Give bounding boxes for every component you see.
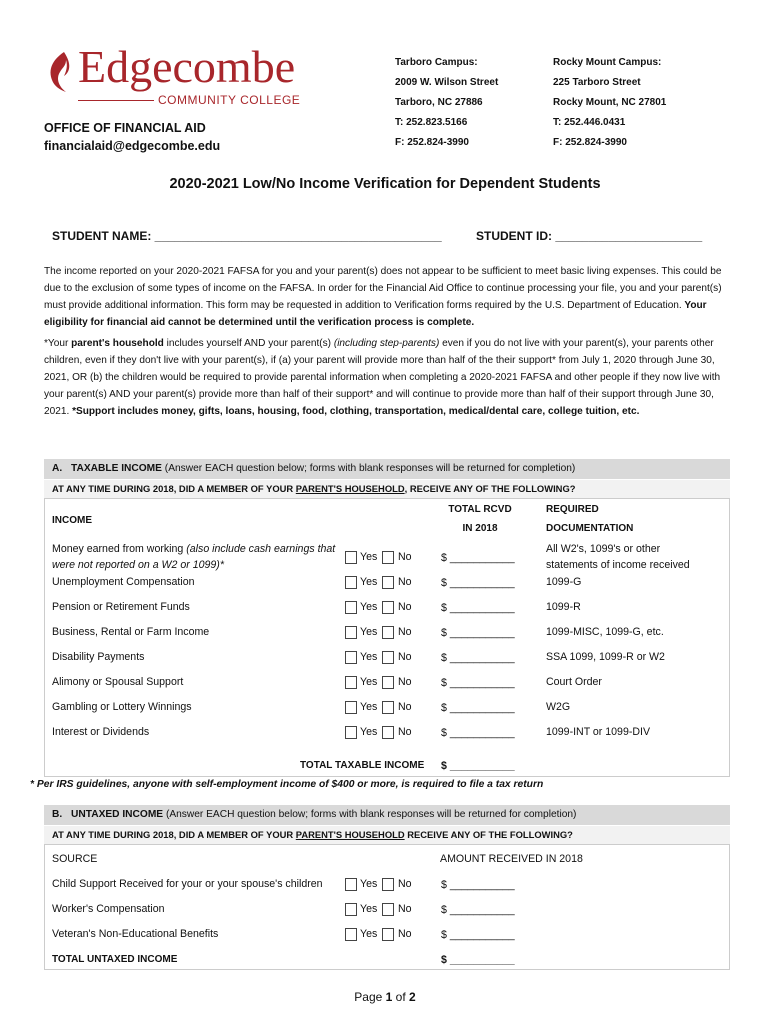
section-b-note: (Answer EACH question below; forms with blank responses will be returned for completion): [163, 809, 577, 820]
tarboro-fax: F: 252.824-3990: [395, 137, 469, 148]
no-checkbox[interactable]: [382, 878, 394, 891]
household-text-2: includes yourself AND your parent(s): [163, 338, 334, 349]
office-contact: [44, 119, 220, 155]
section-a-note: (Answer EACH question below; forms with blank responses will be returned for completion): [161, 463, 576, 474]
income-label: [52, 574, 342, 590]
income-label-note: (also include cash earnings that were not reported on a W2 or 1099)*: [52, 543, 336, 571]
income-label-text: Business, Rental or Farm Income: [52, 626, 210, 638]
no-label: No: [398, 651, 412, 663]
yes-label: Yes: [360, 701, 378, 713]
rocky-mount-campus: [553, 53, 666, 153]
student-id-field[interactable]: STUDENT ID: ______________________: [476, 229, 703, 243]
amount-field[interactable]: $ ___________: [441, 929, 515, 941]
household-step-parents: (including step-parents): [333, 338, 440, 349]
page-of: of: [392, 990, 410, 1004]
yes-checkbox[interactable]: [345, 651, 357, 664]
income-label-text: Money earned from working: [52, 543, 187, 555]
section-b-question-end: RECEIVE ANY OF THE FOLLOWING?: [404, 829, 573, 840]
rocky-street: 225 Tarboro Street: [553, 77, 641, 88]
page-total: 2: [409, 990, 416, 1004]
college-logo-flame-icon: [44, 50, 74, 94]
no-checkbox[interactable]: [382, 701, 394, 714]
yes-checkbox[interactable]: [345, 903, 357, 916]
yes-checkbox[interactable]: [345, 626, 357, 639]
household-text-1: *Your: [44, 338, 72, 349]
no-checkbox[interactable]: [382, 676, 394, 689]
required-documentation: 1099-G: [546, 576, 582, 588]
yes-checkbox[interactable]: [345, 726, 357, 739]
col-doc-header-1: REQUIRED: [546, 504, 599, 515]
page-footer: [0, 990, 770, 1004]
total-untaxed-amount[interactable]: $ ___________: [441, 954, 515, 966]
household-text-3: even if you do not live with your parent(s), your parents other children, even if they don't live with your parent(s), if (a) your parent will provide more than half of the their support* from July 1, 2020 through June 30, 2021, OR (b) the children would be required to provide parental information when completing a 2020-2021 FAFSA and other people if they now live with your parent(s) AND your parent(s) provide more than half of their support* and will continue to provide more than half of their support through June 30, 2021.: [44, 338, 721, 417]
amount-field[interactable]: $ ___________: [441, 552, 515, 564]
income-label: [52, 699, 342, 715]
intro-eligibility-note: Your eligibility for financial aid cannot be determined until the verification process is complete.: [44, 300, 707, 328]
section-a-question-end: , RECEIVE ANY OF THE FOLLOWING?: [404, 483, 576, 494]
income-label: [52, 599, 342, 615]
source-label: Child Support Received for your or your spouse's children: [52, 878, 323, 890]
student-name-field[interactable]: STUDENT NAME: ___________________________________________: [52, 229, 442, 243]
amount-field[interactable]: $ ___________: [441, 652, 515, 664]
yes-label: Yes: [360, 651, 378, 663]
section-b-question-text: AT ANY TIME DURING 2018, DID A MEMBER OF YOUR: [52, 829, 296, 840]
yes-checkbox[interactable]: [345, 878, 357, 891]
amount-field[interactable]: $ ___________: [441, 677, 515, 689]
total-untaxed-label: TOTAL UNTAXED INCOME: [52, 954, 178, 965]
income-label-text: Interest or Dividends: [52, 726, 150, 738]
yes-label: Yes: [360, 903, 378, 915]
income-label: [52, 624, 342, 640]
yes-label: Yes: [360, 626, 378, 638]
page-prefix: Page: [354, 990, 386, 1004]
no-label: No: [398, 878, 412, 890]
total-taxable-amount[interactable]: $ ___________: [441, 760, 515, 772]
yes-checkbox[interactable]: [345, 576, 357, 589]
yes-label: Yes: [360, 551, 378, 563]
page-number: 1: [385, 990, 393, 1004]
income-label-text: Disability Payments: [52, 651, 145, 663]
rocky-fax: F: 252.824-3990: [553, 137, 627, 148]
no-label: No: [398, 903, 412, 915]
rocky-phone: T: 252.446.0431: [553, 117, 626, 128]
yes-checkbox[interactable]: [345, 928, 357, 941]
col-doc-header-2: DOCUMENTATION: [546, 523, 634, 534]
no-label: No: [398, 726, 412, 738]
no-label: No: [398, 626, 412, 638]
no-checkbox[interactable]: [382, 651, 394, 664]
no-label: No: [398, 576, 412, 588]
no-label: No: [398, 701, 412, 713]
tarboro-street: 2009 W. Wilson Street: [395, 77, 499, 88]
college-logo-subtitle: COMMUNITY COLLEGE: [158, 93, 301, 107]
income-label: [52, 541, 342, 573]
intro-text: The income reported on your 2020-2021 FAFSA for you and your parent(s) does not appear to be sufficient to meet basic living expenses. This could be due to the exclusion of some types of income on the FAFSA. In order for the Financial Aid Office to continue processing your file, you and your parent(s) must provide additional information. This form may be requested in addition to Verification forms required by the U.S. Department of Education.: [44, 266, 722, 311]
section-b-question: [44, 826, 730, 844]
tarboro-city: Tarboro, NC 27886: [395, 97, 483, 108]
rocky-title: Rocky Mount Campus:: [553, 57, 662, 68]
yes-label: Yes: [360, 928, 378, 940]
required-documentation: 1099-INT or 1099-DIV: [546, 726, 651, 738]
required-documentation: 1099-MISC, 1099-G, etc.: [546, 626, 664, 638]
amount-field[interactable]: $ ___________: [441, 904, 515, 916]
rocky-city: Rocky Mount, NC 27801: [553, 97, 667, 108]
section-a-letter: A.: [52, 463, 63, 474]
no-label: No: [398, 928, 412, 940]
amount-field[interactable]: $ ___________: [441, 577, 515, 589]
section-b-letter: B.: [52, 809, 63, 820]
no-label: No: [398, 601, 412, 613]
yes-label: Yes: [360, 726, 378, 738]
amount-field[interactable]: $ ___________: [441, 702, 515, 714]
income-label: [52, 674, 342, 690]
yes-checkbox[interactable]: [345, 551, 357, 564]
office-name: OFFICE OF FINANCIAL AID: [44, 121, 206, 135]
col-amount-header: AMOUNT RECEIVED IN 2018: [440, 853, 583, 865]
tarboro-title: Tarboro Campus:: [395, 57, 478, 68]
section-a-question-text: AT ANY TIME DURING 2018, DID A MEMBER OF YOUR: [52, 483, 296, 494]
yes-label: Yes: [360, 601, 378, 613]
col-source-header: SOURCE: [52, 853, 98, 865]
irs-footnote: * Per IRS guidelines, anyone with self-employment income of $400 or more, is required to file a tax return: [30, 779, 544, 790]
yes-label: Yes: [360, 676, 378, 688]
total-taxable-label: TOTAL TAXABLE INCOME: [300, 760, 425, 771]
section-b-household: PARENT'S HOUSEHOLD: [295, 829, 405, 840]
no-checkbox[interactable]: [382, 726, 394, 739]
col-total-header-1: TOTAL RCVD: [448, 504, 512, 515]
logo-divider: [78, 100, 154, 101]
section-b-label: UNTAXED INCOME: [71, 809, 164, 820]
tarboro-phone: T: 252.823.5166: [395, 117, 468, 128]
required-documentation: 1099-R: [546, 601, 581, 613]
income-label: [52, 724, 342, 740]
section-a-question: [44, 480, 730, 498]
income-label-text: Gambling or Lottery Winnings: [52, 701, 192, 713]
household-paragraph: [44, 335, 724, 420]
college-logo-name: Edgecombe: [78, 41, 296, 92]
support-definition: *Support includes money, gifts, loans, housing, food, clothing, transportation, medical/dental care, college tuition, etc.: [69, 406, 640, 417]
no-checkbox[interactable]: [382, 601, 394, 614]
amount-field[interactable]: $ ___________: [441, 879, 515, 891]
col-income-header: INCOME: [52, 515, 92, 526]
no-checkbox[interactable]: [382, 551, 394, 564]
household-term: parent's household: [71, 338, 164, 349]
income-label-text: Unemployment Compensation: [52, 576, 195, 588]
yes-label: Yes: [360, 878, 378, 890]
office-email: financialaid@edgecombe.edu: [44, 139, 221, 153]
required-documentation: W2G: [546, 701, 571, 713]
section-a-household: PARENT'S HOUSEHOLD: [295, 483, 405, 494]
yes-checkbox[interactable]: [345, 701, 357, 714]
no-checkbox[interactable]: [382, 903, 394, 916]
source-label: Worker's Compensation: [52, 903, 165, 915]
section-b-header: [44, 805, 730, 825]
yes-checkbox[interactable]: [345, 601, 357, 614]
intro-paragraph: [44, 263, 724, 331]
col-total-header-2: IN 2018: [462, 523, 498, 534]
income-label-text: Pension or Retirement Funds: [52, 601, 190, 613]
yes-checkbox[interactable]: [345, 676, 357, 689]
no-label: No: [398, 551, 412, 563]
no-checkbox[interactable]: [382, 626, 394, 639]
required-documentation: SSA 1099, 1099-R or W2: [546, 651, 665, 663]
amount-field[interactable]: $ ___________: [441, 727, 515, 739]
section-a-header: [44, 459, 730, 479]
required-documentation: Court Order: [546, 676, 602, 688]
form-title: 2020-2021 Low/No Income Verification for Dependent Students: [169, 176, 601, 192]
no-label: No: [398, 676, 412, 688]
income-label-text: Alimony or Spousal Support: [52, 676, 184, 688]
tarboro-campus: [395, 53, 498, 153]
no-checkbox[interactable]: [382, 928, 394, 941]
amount-field[interactable]: $ ___________: [441, 627, 515, 639]
amount-field[interactable]: $ ___________: [441, 602, 515, 614]
section-a-label: TAXABLE INCOME: [71, 463, 162, 474]
income-label: [52, 649, 342, 665]
required-documentation: All W2's, 1099's or other statements of income received: [546, 543, 690, 571]
source-label: Veteran's Non-Educational Benefits: [52, 928, 219, 940]
no-checkbox[interactable]: [382, 576, 394, 589]
yes-label: Yes: [360, 576, 378, 588]
